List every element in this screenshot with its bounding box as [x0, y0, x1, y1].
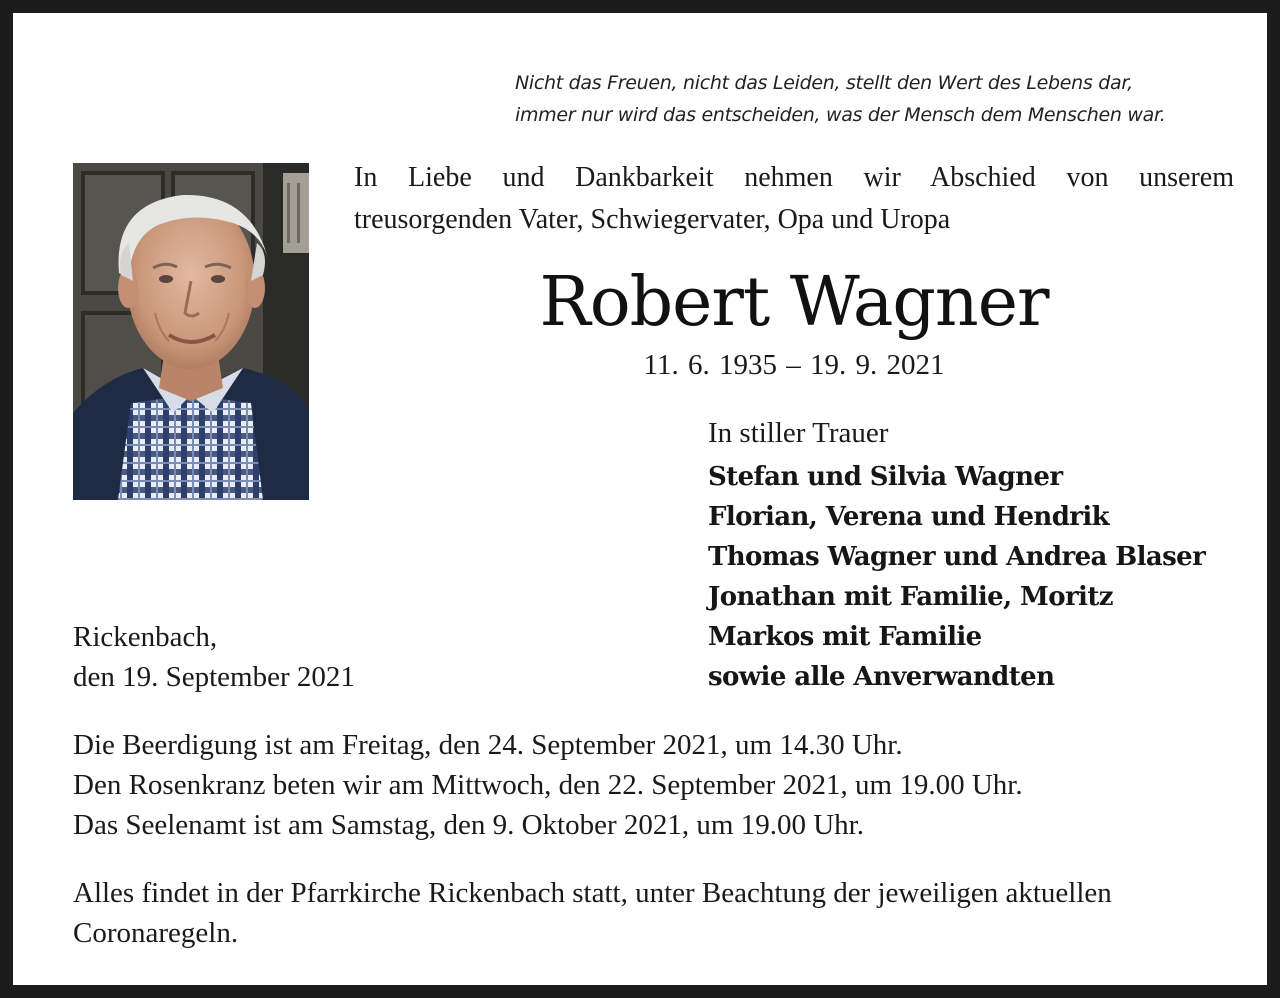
mourning-heading: In stiller Trauer	[708, 417, 889, 449]
mourner-entry: Markos mit Familie	[708, 622, 982, 652]
portrait-photo	[73, 163, 309, 500]
motto-line-2: immer nur wird das entscheiden, was der Mensch dem Menschen war.	[515, 104, 1166, 126]
service-schedule	[73, 725, 1253, 845]
intro-line-2: treusorgenden Vater, Schwiegervater, Opa und Uropa	[354, 204, 951, 235]
place-and-date	[73, 617, 355, 697]
date-line: den 19. September 2021	[73, 661, 355, 693]
closing-note	[73, 873, 1238, 953]
event-rosary: Den Rosenkranz beten wir am Mittwoch, den 22. September 2021, um 19.00 Uhr.	[73, 769, 1023, 801]
intro-line-1: In Liebe und Dankbarkeit nehmen wir Abschied von unserem	[354, 162, 1234, 193]
motto-quote	[515, 67, 1245, 131]
motto-line-1: Nicht das Freuen, nicht das Leiden, stellt den Wert des Lebens dar,	[515, 72, 1133, 94]
intro-text	[354, 157, 1234, 241]
mourner-entry: sowie alle Anverwandten	[708, 662, 1055, 692]
mourners-list	[708, 457, 1248, 697]
mourner-entry: Jonathan mit Familie, Moritz	[708, 582, 1113, 612]
deceased-name: Robert Wagner	[539, 263, 1049, 342]
portrait-illustration	[73, 163, 309, 500]
life-dates: 11. 6. 1935 – 19. 9. 2021	[643, 349, 945, 381]
mourner-entry: Stefan und Silvia Wagner	[708, 462, 1063, 492]
mourner-entry: Florian, Verena und Hendrik	[708, 502, 1110, 532]
closing-line-2: Coronaregeln.	[73, 917, 239, 949]
mourner-entry: Thomas Wagner und Andrea Blaser	[708, 542, 1206, 572]
closing-line-1: Alles findet in der Pfarrkirche Rickenbach statt, unter Beachtung der jeweiligen aktuellen	[73, 877, 1112, 909]
event-requiem: Das Seelenamt ist am Samstag, den 9. Oktober 2021, um 19.00 Uhr.	[73, 809, 864, 841]
event-funeral: Die Beerdigung ist am Freitag, den 24. September 2021, um 14.30 Uhr.	[73, 729, 903, 761]
place-line: Rickenbach,	[73, 621, 218, 653]
